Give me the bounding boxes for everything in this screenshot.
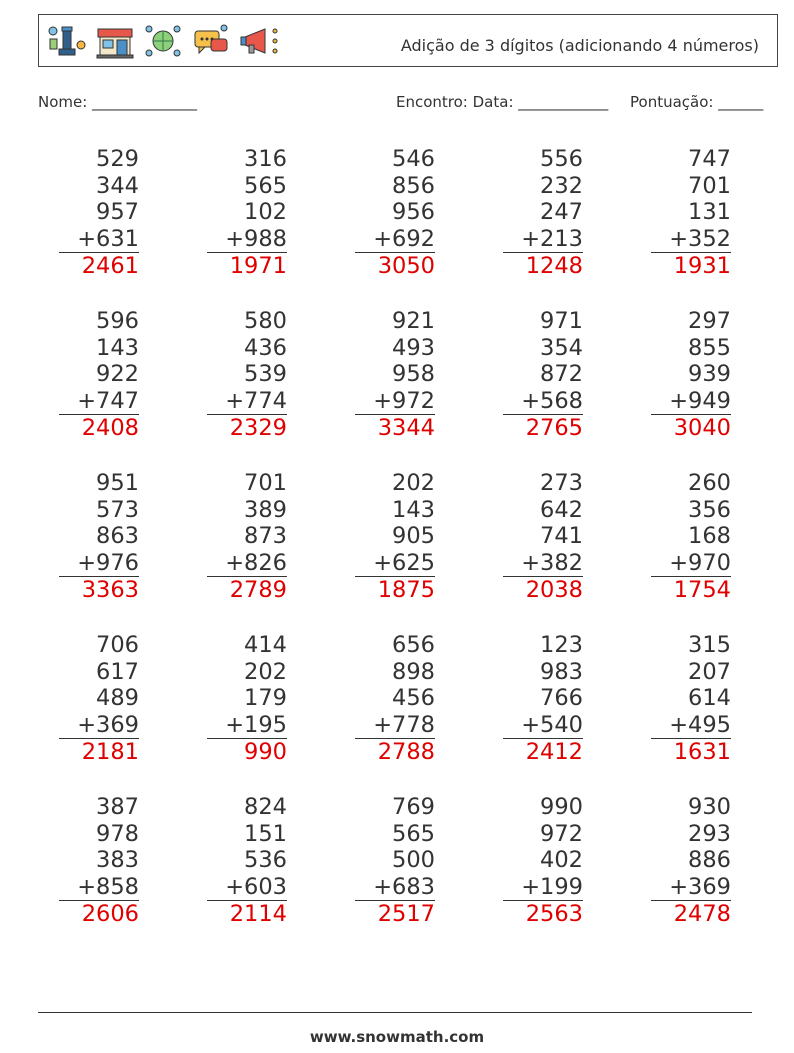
addend: 344	[96, 172, 139, 199]
addend: 922	[96, 361, 139, 388]
addend-last: +369	[59, 712, 139, 740]
addend-last: +970	[651, 550, 731, 578]
problem-18	[355, 632, 435, 766]
addend: 387	[96, 794, 139, 820]
addend: 863	[96, 523, 139, 550]
addend: 493	[392, 334, 435, 361]
addend: 741	[540, 523, 583, 550]
addend: 956	[392, 199, 435, 226]
answer: 1971	[229, 253, 287, 280]
addend: 436	[244, 334, 287, 361]
answer: 1754	[673, 577, 731, 604]
problem-22	[207, 794, 287, 928]
answer: 1931	[673, 253, 731, 280]
footer-site: www.snowmath.com	[309, 1028, 485, 1046]
addend-last: +213	[503, 226, 583, 254]
problem-8	[355, 308, 435, 442]
problem-1	[59, 146, 139, 280]
network-globe-icon	[143, 21, 183, 61]
addend: 656	[392, 632, 435, 658]
addend: 315	[688, 632, 731, 658]
addend-last: +625	[355, 550, 435, 578]
addend-last: +352	[651, 226, 731, 254]
addend-last: +747	[59, 388, 139, 416]
addend: 489	[96, 685, 139, 712]
problem-23	[355, 794, 435, 928]
answer: 3040	[673, 415, 731, 442]
problem-11	[59, 470, 139, 604]
addend: 202	[244, 658, 287, 685]
addend: 701	[244, 470, 287, 496]
addend: 143	[96, 334, 139, 361]
problem-21	[59, 794, 139, 928]
addend-last: +858	[59, 874, 139, 902]
answer: 2788	[377, 739, 435, 766]
problem-9	[503, 308, 583, 442]
answer: 990	[244, 739, 287, 766]
problem-2	[207, 146, 287, 280]
addend: 414	[244, 632, 287, 658]
addend: 260	[688, 470, 731, 496]
answer: 2765	[525, 415, 583, 442]
problem-13	[355, 470, 435, 604]
problem-5	[651, 146, 731, 280]
addend: 389	[244, 496, 287, 523]
answer: 1248	[525, 253, 583, 280]
addend: 402	[540, 847, 583, 874]
problem-12	[207, 470, 287, 604]
answer: 2412	[525, 739, 583, 766]
addend: 316	[244, 146, 287, 172]
addend-last: +683	[355, 874, 435, 902]
worksheet-title: Adição de 3 dígitos (adicionando 4 números)	[400, 36, 759, 55]
addend-last: +972	[355, 388, 435, 416]
addend: 824	[244, 794, 287, 820]
date-field: Encontro: Data: ____________	[396, 93, 609, 111]
addend: 202	[392, 470, 435, 496]
addend: 706	[96, 632, 139, 658]
addend-last: +976	[59, 550, 139, 578]
addend: 898	[392, 658, 435, 685]
addend: 565	[392, 820, 435, 847]
addend: 921	[392, 308, 435, 334]
addend: 297	[688, 308, 731, 334]
addend: 596	[96, 308, 139, 334]
addend: 930	[688, 794, 731, 820]
addend: 747	[688, 146, 731, 172]
problem-16	[59, 632, 139, 766]
answer: 2789	[229, 577, 287, 604]
addend: 456	[392, 685, 435, 712]
addend: 769	[392, 794, 435, 820]
answer: 2563	[525, 901, 583, 928]
answer: 2038	[525, 577, 583, 604]
addend: 978	[96, 820, 139, 847]
header-icons	[45, 21, 283, 61]
addend: 766	[540, 685, 583, 712]
addend: 701	[688, 172, 731, 199]
addend: 232	[540, 172, 583, 199]
addend: 971	[540, 308, 583, 334]
addend: 951	[96, 470, 139, 496]
problem-20	[651, 632, 731, 766]
answer: 2517	[377, 901, 435, 928]
addend: 565	[244, 172, 287, 199]
header-box	[38, 14, 778, 67]
addend: 617	[96, 658, 139, 685]
addend-last: +631	[59, 226, 139, 254]
addend: 580	[244, 308, 287, 334]
problem-7	[207, 308, 287, 442]
footer-divider	[38, 1012, 752, 1013]
answer: 3050	[377, 253, 435, 280]
problem-17	[207, 632, 287, 766]
shop-icon	[95, 21, 135, 61]
addend: 856	[392, 172, 435, 199]
addend: 873	[244, 523, 287, 550]
addend: 905	[392, 523, 435, 550]
addend: 972	[540, 820, 583, 847]
addend-last: +603	[207, 874, 287, 902]
addend: 529	[96, 146, 139, 172]
answer: 1875	[377, 577, 435, 604]
problem-4	[503, 146, 583, 280]
addend: 207	[688, 658, 731, 685]
addend: 855	[688, 334, 731, 361]
addend: 247	[540, 199, 583, 226]
addend: 958	[392, 361, 435, 388]
addend: 500	[392, 847, 435, 874]
addend: 957	[96, 199, 139, 226]
problem-19	[503, 632, 583, 766]
addend: 273	[540, 470, 583, 496]
addend-last: +495	[651, 712, 731, 740]
addend: 356	[688, 496, 731, 523]
chat-bubbles-icon	[191, 21, 231, 61]
answer: 2329	[229, 415, 287, 442]
answer: 2461	[81, 253, 139, 280]
answer: 2606	[81, 901, 139, 928]
addend: 939	[688, 361, 731, 388]
addend: 642	[540, 496, 583, 523]
addend-last: +692	[355, 226, 435, 254]
addend-last: +988	[207, 226, 287, 254]
addend: 983	[540, 658, 583, 685]
addend: 168	[688, 523, 731, 550]
addend: 536	[244, 847, 287, 874]
addend-last: +540	[503, 712, 583, 740]
problem-6	[59, 308, 139, 442]
answer: 1631	[673, 739, 731, 766]
addend: 293	[688, 820, 731, 847]
score-field: Pontuação: ______	[630, 93, 764, 111]
problem-24	[503, 794, 583, 928]
addend: 546	[392, 146, 435, 172]
addend-last: +195	[207, 712, 287, 740]
answer: 2408	[81, 415, 139, 442]
addend-last: +826	[207, 550, 287, 578]
addend-last: +382	[503, 550, 583, 578]
addend: 131	[688, 199, 731, 226]
addend: 872	[540, 361, 583, 388]
addend: 556	[540, 146, 583, 172]
answer: 3363	[81, 577, 139, 604]
addend: 614	[688, 685, 731, 712]
addend-last: +199	[503, 874, 583, 902]
addend-last: +949	[651, 388, 731, 416]
name-field: Nome: ______________	[38, 93, 198, 111]
problem-10	[651, 308, 731, 442]
addend: 886	[688, 847, 731, 874]
chess-rook-icon	[45, 21, 87, 61]
addend: 123	[540, 632, 583, 658]
problem-3	[355, 146, 435, 280]
addend-last: +778	[355, 712, 435, 740]
problem-14	[503, 470, 583, 604]
addend: 539	[244, 361, 287, 388]
addend: 990	[540, 794, 583, 820]
addend: 179	[244, 685, 287, 712]
addend-last: +369	[651, 874, 731, 902]
answer: 3344	[377, 415, 435, 442]
addend: 354	[540, 334, 583, 361]
answer: 2478	[673, 901, 731, 928]
addend: 143	[392, 496, 435, 523]
answer: 2114	[229, 901, 287, 928]
addend: 573	[96, 496, 139, 523]
addend-last: +774	[207, 388, 287, 416]
addend-last: +568	[503, 388, 583, 416]
addend: 383	[96, 847, 139, 874]
answer: 2181	[81, 739, 139, 766]
addend: 102	[244, 199, 287, 226]
problem-15	[651, 470, 731, 604]
addend: 151	[244, 820, 287, 847]
problem-25	[651, 794, 731, 928]
megaphone-icon	[239, 21, 283, 61]
